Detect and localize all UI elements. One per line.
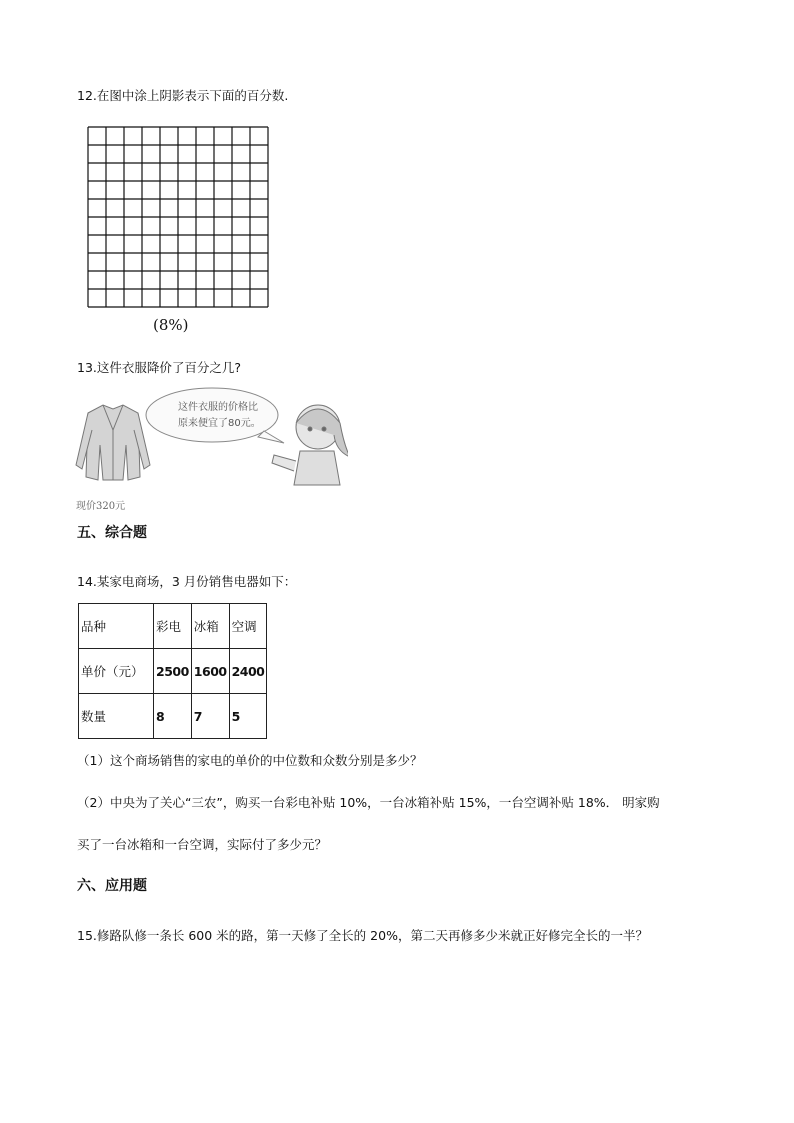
speech-bubble xyxy=(146,388,278,442)
table-cell: 8 xyxy=(154,694,192,739)
table-cell: 5 xyxy=(229,694,267,739)
table-row xyxy=(79,604,267,649)
table-cell: 空调 xyxy=(229,604,267,649)
table-cell: 品种 xyxy=(79,604,154,649)
clothing-illustration xyxy=(68,385,348,513)
table-cell: 冰箱 xyxy=(191,604,229,649)
section5-heading: 五、综合题 xyxy=(77,525,147,541)
bubble-line1: 这件衣服的价格比 xyxy=(178,402,258,413)
table-cell: 1600 xyxy=(191,649,229,694)
table-row xyxy=(79,649,267,694)
q14-text: 14.某家电商场，3 月份销售电器如下： xyxy=(77,574,297,589)
q13-text: 13.这件衣服降价了百分之几? xyxy=(77,360,242,375)
hundred-grid[interactable] xyxy=(87,126,269,308)
table-cell: 2500 xyxy=(154,649,192,694)
bubble-line2: 原来便宜了80元。 xyxy=(178,418,261,429)
q14-sub2-line1: （2）中央为了关心“三农”，购买一台彩电补贴 10%，一台冰箱补贴 15%，一台空调补贴 18%． 明家购 xyxy=(77,795,660,810)
table-cell: 数量 xyxy=(79,694,154,739)
table-cell: 7 xyxy=(191,694,229,739)
q14-sub1: （1）这个商场销售的家电的单价的中位数和众数分别是多少？ xyxy=(77,753,423,768)
girl-icon xyxy=(272,405,348,485)
sales-table xyxy=(78,603,267,739)
q12-caption: (8%) xyxy=(153,316,189,334)
q15-text: 15.修路队修一条长 600 米的路，第一天修了全长的 20%，第二天再修多少米就正好修完全长的一半？ xyxy=(77,928,648,943)
table-row xyxy=(79,694,267,739)
q14-sub2-line2: 买了一台冰箱和一台空调，实际付了多少元？ xyxy=(77,837,328,852)
price-tag: 现价320元 xyxy=(76,501,126,512)
table-cell: 彩电 xyxy=(154,604,192,649)
section6-heading: 六、应用题 xyxy=(77,878,147,894)
jacket-icon xyxy=(76,405,150,480)
table-cell: 单价（元） xyxy=(79,649,154,694)
table-cell: 2400 xyxy=(229,649,267,694)
q12-text: 12.在图中涂上阴影表示下面的百分数. xyxy=(77,88,289,103)
